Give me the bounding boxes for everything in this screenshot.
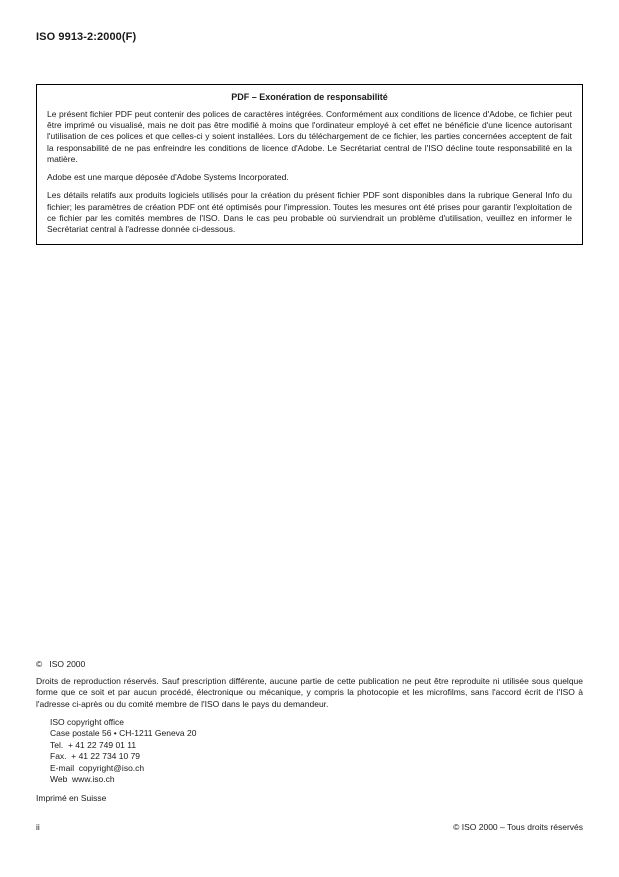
pdf-disclaimer-box <box>36 84 583 245</box>
copyright-section <box>36 659 583 804</box>
footer-copyright: © ISO 2000 – Tous droits réservés <box>453 822 583 832</box>
printed-in-text: Imprimé en Suisse <box>36 792 107 803</box>
address-line-fax: Fax. + 41 22 734 10 79 <box>50 751 141 762</box>
page-number: ii <box>36 822 40 832</box>
disclaimer-paragraph: Les détails relatifs aux produits logiciels utilisés pour la création du présent fichier PDF sont disponibles dans la rubrique General Info du fichier; les paramètres de création PDF ont été optimisés pour l'impression. Toutes les mesures ont été prises pour garantir l'exploitation de ce fichier par les comités membres de l'ISO. Dans le cas peu probable où surviendrait un problème d'utilisation, veuillez en informer le Secrétariat central à l'adresse donnée ci-dessous. <box>47 190 572 234</box>
copyright-notice: © ISO 2000 <box>36 659 86 669</box>
document-reference: ISO 9913-2:2000(F) <box>36 31 137 43</box>
address-line-web: Web www.iso.ch <box>50 774 115 785</box>
disclaimer-title: PDF – Exonération de responsabilité <box>231 92 388 102</box>
copyright-rights-text: Droits de reproduction réservés. Sauf prescription différente, aucune partie de cette publication ne peut être reproduite ni utilisée sous quelque forme que ce soit et par aucun procédé, électronique ou mécanique, y compris la photocopie et les microfilms, sans l'accord écrit de l'ISO à l'adresse ci-après ou du comité membre de l'ISO dans le pays du demandeur. <box>36 676 583 709</box>
address-line-office: ISO copyright office <box>50 716 125 727</box>
disclaimer-paragraph: Adobe est une marque déposée d'Adobe Systems Incorporated. <box>47 172 289 183</box>
address-line-tel: Tel. + 41 22 749 01 11 <box>50 739 137 750</box>
address-line-email: E-mail copyright@iso.ch <box>50 762 145 773</box>
page-footer <box>36 822 583 832</box>
disclaimer-paragraph: Le présent fichier PDF peut contenir des polices de caractères intégrées. Conformément aux conditions de licence d'Adobe, ce fichier peut être imprimé ou visualisé, mais ne doit pas être modifié à moins que l'ordinateur employé à cet effet ne bénéficie d'une licence autorisant l'utilisation de ces polices et que celles-ci y soient installées. Lors du téléchargement de ce fichier, les parties concernées acceptent de fait la responsabilité de ne pas enfreindre les conditions de licence d'Adobe. Le Secrétariat central de l'ISO décline toute responsabilité en la matière. <box>47 109 572 164</box>
address-line-postal: Case postale 56 • CH-1211 Geneva 20 <box>50 728 197 739</box>
iso-address-block <box>50 717 583 786</box>
